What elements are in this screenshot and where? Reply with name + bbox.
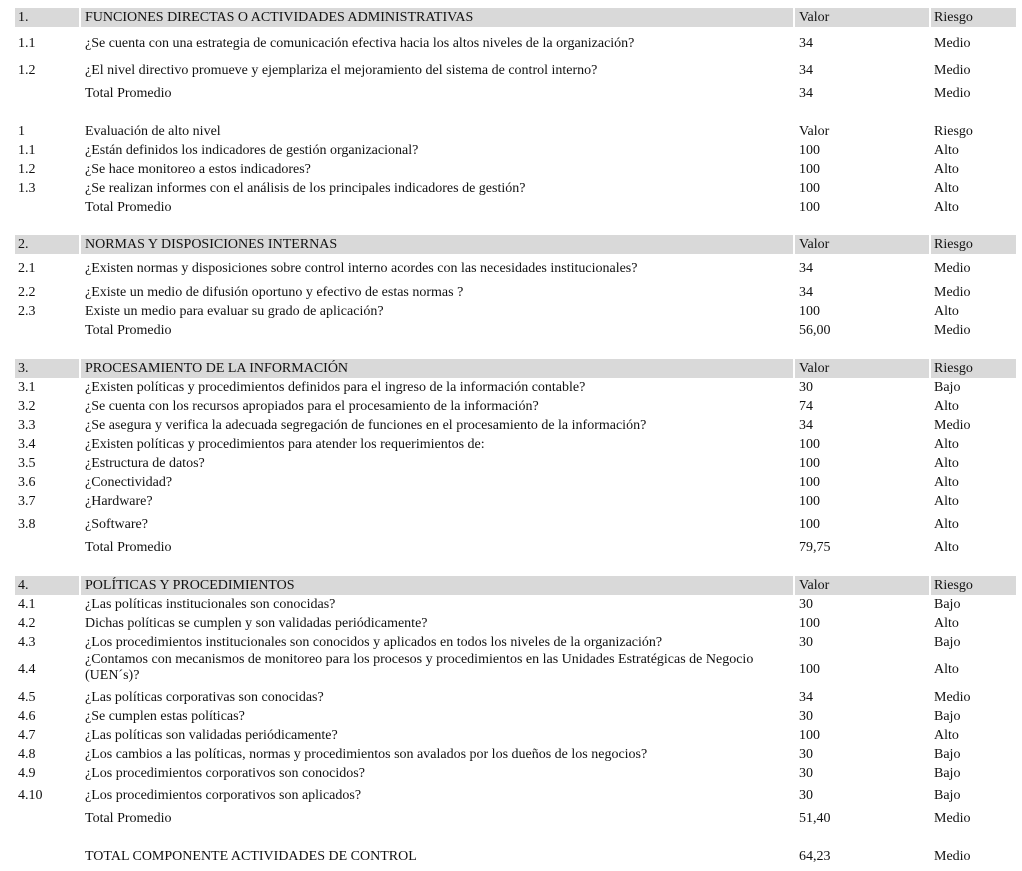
row-riesgo: Alto xyxy=(934,162,959,177)
row-valor: 100 xyxy=(799,475,820,490)
row-text: ¿Están definidos los indicadores de gestión organizacional? xyxy=(85,143,419,158)
header-valor: Valor xyxy=(799,361,830,376)
table-row xyxy=(0,61,1022,80)
grand-total-valor: 64,23 xyxy=(799,849,831,864)
row-text: ¿Contamos con mecanismos de monitoreo para los procesos y procedimientos en las Unidades Estratégicas de Negocio (UEN´s)? xyxy=(85,652,754,683)
row-riesgo: Alto xyxy=(934,304,959,319)
row-riesgo: Alto xyxy=(934,616,959,631)
row-valor: 74 xyxy=(799,399,813,414)
row-valor: 34 xyxy=(799,285,813,300)
row-riesgo: Alto xyxy=(934,456,959,471)
row-riesgo: Bajo xyxy=(934,788,961,803)
row-num: 1.1 xyxy=(18,36,36,51)
header-title: NORMAS Y DISPOSICIONES INTERNAS xyxy=(85,237,338,252)
row-num: 2.1 xyxy=(18,261,36,276)
table-row xyxy=(0,141,1022,160)
row-num: 3.5 xyxy=(18,456,36,471)
table-row xyxy=(0,595,1022,614)
row-text: ¿El nivel directivo promueve y ejemplariza el mejoramiento del sistema de control interno? xyxy=(85,63,598,78)
table-row xyxy=(0,454,1022,473)
row-text: ¿Los procedimientos institucionales son conocidos y aplicados en todos los niveles de la organización? xyxy=(85,635,663,650)
table-row xyxy=(0,34,1022,53)
row-valor: 100 xyxy=(799,456,820,471)
row-text: ¿Existen normas y disposiciones sobre control interno acordes con las necesidades institucionales? xyxy=(85,261,638,276)
total-row xyxy=(0,809,1022,828)
row-valor: 100 xyxy=(799,162,820,177)
row-text: ¿Las políticas institucionales son conocidas? xyxy=(85,597,336,612)
row-valor: 100 xyxy=(799,143,820,158)
row-riesgo: Bajo xyxy=(934,747,961,762)
row-text: ¿Se realizan informes con el análisis de los principales indicadores de gestión? xyxy=(85,181,526,196)
header-title: Evaluación de alto nivel xyxy=(85,124,221,139)
header-riesgo: Riesgo xyxy=(934,578,973,593)
row-valor: 100 xyxy=(799,181,820,196)
header-riesgo: Riesgo xyxy=(934,124,973,139)
section-header xyxy=(0,359,1022,378)
row-text: ¿Existen políticas y procedimientos definidos para el ingreso de la información contable? xyxy=(85,380,586,395)
row-num: 3.7 xyxy=(18,494,36,509)
header-title: FUNCIONES DIRECTAS O ACTIVIDADES ADMINISTRATIVAS xyxy=(85,10,474,25)
table-row xyxy=(0,786,1022,805)
row-riesgo: Bajo xyxy=(934,597,961,612)
row-text: ¿Existe un medio de difusión oportuno y efectivo de estas normas ? xyxy=(85,285,464,300)
row-riesgo: Medio xyxy=(934,36,971,51)
row-text: ¿Se asegura y verifica la adecuada segregación de funciones en el procesamiento de la información? xyxy=(85,418,647,433)
table-row xyxy=(0,726,1022,745)
grand-total-riesgo: Medio xyxy=(934,849,971,864)
total-row xyxy=(0,198,1022,217)
header-valor: Valor xyxy=(799,10,830,25)
header-title: POLÍTICAS Y PROCEDIMIENTOS xyxy=(85,578,295,593)
row-valor: 100 xyxy=(799,437,820,452)
section-header xyxy=(0,122,1022,141)
row-text: ¿Las políticas corporativas son conocidas? xyxy=(85,690,324,705)
header-num: 2. xyxy=(18,237,29,252)
row-valor: 30 xyxy=(799,747,813,762)
row-num: 4.4 xyxy=(18,662,36,677)
table-row xyxy=(0,435,1022,454)
row-riesgo: Medio xyxy=(934,811,971,826)
row-valor: 56,00 xyxy=(799,323,831,338)
row-num: 4.7 xyxy=(18,728,36,743)
table-row xyxy=(0,764,1022,783)
total-row xyxy=(0,321,1022,340)
table-row xyxy=(0,302,1022,321)
row-text: Total Promedio xyxy=(85,323,172,338)
row-num: 3.8 xyxy=(18,517,36,532)
row-riesgo: Alto xyxy=(934,437,959,452)
row-text: ¿Se cumplen estas políticas? xyxy=(85,709,245,724)
header-valor: Valor xyxy=(799,578,830,593)
row-riesgo: Bajo xyxy=(934,709,961,724)
grand-total-row xyxy=(0,847,1022,866)
row-riesgo: Medio xyxy=(934,261,971,276)
row-text: Total Promedio xyxy=(85,540,172,555)
row-riesgo: Medio xyxy=(934,86,971,101)
row-riesgo: Medio xyxy=(934,690,971,705)
row-valor: 34 xyxy=(799,261,813,276)
header-num: 3. xyxy=(18,361,29,376)
header-num: 1. xyxy=(18,10,29,25)
row-num: 3.2 xyxy=(18,399,36,414)
row-riesgo: Medio xyxy=(934,418,971,433)
row-num: 4.1 xyxy=(18,597,36,612)
row-num: 2.3 xyxy=(18,304,36,319)
row-riesgo: Alto xyxy=(934,181,959,196)
row-num: 2.2 xyxy=(18,285,36,300)
table-row xyxy=(0,688,1022,707)
row-riesgo: Alto xyxy=(934,200,959,215)
row-valor: 30 xyxy=(799,597,813,612)
row-valor: 34 xyxy=(799,690,813,705)
section-header xyxy=(0,576,1022,595)
header-riesgo: Riesgo xyxy=(934,361,973,376)
header-riesgo: Riesgo xyxy=(934,10,973,25)
row-num: 1.2 xyxy=(18,63,36,78)
row-num: 3.6 xyxy=(18,475,36,490)
row-valor: 34 xyxy=(799,86,813,101)
row-num: 1.3 xyxy=(18,181,36,196)
row-num: 4.6 xyxy=(18,709,36,724)
table-row xyxy=(0,397,1022,416)
row-valor: 100 xyxy=(799,662,820,677)
row-riesgo: Medio xyxy=(934,323,971,338)
row-num: 4.8 xyxy=(18,747,36,762)
table-row xyxy=(0,179,1022,198)
row-text: Existe un medio para evaluar su grado de aplicación? xyxy=(85,304,384,319)
row-valor: 34 xyxy=(799,36,813,51)
row-valor: 30 xyxy=(799,709,813,724)
grand-total-text: TOTAL COMPONENTE ACTIVIDADES DE CONTROL xyxy=(85,849,417,864)
header-title: PROCESAMIENTO DE LA INFORMACIÓN xyxy=(85,361,349,376)
row-text: ¿Se hace monitoreo a estos indicadores? xyxy=(85,162,311,177)
row-text: ¿Estructura de datos? xyxy=(85,456,205,471)
row-num: 3.4 xyxy=(18,437,36,452)
row-valor: 100 xyxy=(799,616,820,631)
row-riesgo: Bajo xyxy=(934,635,961,650)
row-valor: 79,75 xyxy=(799,540,831,555)
table-row xyxy=(0,614,1022,633)
row-text: ¿Los procedimientos corporativos son aplicados? xyxy=(85,788,362,803)
table-row xyxy=(0,378,1022,397)
table-row xyxy=(0,492,1022,511)
row-valor: 100 xyxy=(799,200,820,215)
row-text: ¿Se cuenta con los recursos apropiados para el procesamiento de la información? xyxy=(85,399,539,414)
row-num: 1.1 xyxy=(18,143,36,158)
table-row xyxy=(0,652,1022,686)
total-row xyxy=(0,84,1022,103)
row-valor: 51,40 xyxy=(799,811,831,826)
row-valor: 34 xyxy=(799,418,813,433)
table-row xyxy=(0,515,1022,534)
row-text: ¿Las políticas son validadas periódicamente? xyxy=(85,728,338,743)
row-riesgo: Medio xyxy=(934,285,971,300)
row-num: 4.3 xyxy=(18,635,36,650)
row-text: ¿Se cuenta con una estrategia de comunicación efectiva hacia los altos niveles de la organización? xyxy=(85,36,635,51)
table-row xyxy=(0,283,1022,302)
header-valor: Valor xyxy=(799,124,830,139)
row-text: ¿Los cambios a las políticas, normas y procedimientos son avalados por los dueños de los negocios? xyxy=(85,747,648,762)
row-num: 4.5 xyxy=(18,690,36,705)
table-row xyxy=(0,416,1022,435)
row-valor: 30 xyxy=(799,380,813,395)
header-valor: Valor xyxy=(799,237,830,252)
row-text: ¿Conectividad? xyxy=(85,475,173,490)
section-header xyxy=(0,235,1022,254)
row-valor: 100 xyxy=(799,517,820,532)
row-valor: 30 xyxy=(799,788,813,803)
row-riesgo: Bajo xyxy=(934,380,961,395)
row-riesgo: Alto xyxy=(934,728,959,743)
total-row xyxy=(0,538,1022,557)
row-text: Total Promedio xyxy=(85,811,172,826)
row-text: Dichas políticas se cumplen y son validadas periódicamente? xyxy=(85,616,428,631)
row-num: 1.2 xyxy=(18,162,36,177)
row-valor: 100 xyxy=(799,304,820,319)
row-text: ¿Software? xyxy=(85,517,148,532)
table-row xyxy=(0,633,1022,652)
table-row xyxy=(0,160,1022,179)
row-riesgo: Alto xyxy=(934,475,959,490)
row-text: ¿Existen políticas y procedimientos para atender los requerimientos de: xyxy=(85,437,485,452)
header-riesgo: Riesgo xyxy=(934,237,973,252)
row-riesgo: Medio xyxy=(934,63,971,78)
row-num: 3.1 xyxy=(18,380,36,395)
row-riesgo: Alto xyxy=(934,494,959,509)
row-valor: 30 xyxy=(799,635,813,650)
row-valor: 34 xyxy=(799,63,813,78)
row-riesgo: Alto xyxy=(934,662,959,677)
section-header xyxy=(0,8,1022,27)
row-riesgo: Bajo xyxy=(934,766,961,781)
header-num: 1 xyxy=(18,124,25,139)
row-num: 4.10 xyxy=(18,788,43,803)
row-riesgo: Alto xyxy=(934,143,959,158)
row-valor: 30 xyxy=(799,766,813,781)
table-row xyxy=(0,473,1022,492)
row-text: Total Promedio xyxy=(85,200,172,215)
row-num: 4.9 xyxy=(18,766,36,781)
row-text: ¿Hardware? xyxy=(85,494,153,509)
table-row xyxy=(0,259,1022,278)
row-valor: 100 xyxy=(799,728,820,743)
row-text: Total Promedio xyxy=(85,86,172,101)
header-num: 4. xyxy=(18,578,29,593)
row-num: 4.2 xyxy=(18,616,36,631)
row-riesgo: Alto xyxy=(934,399,959,414)
row-valor: 100 xyxy=(799,494,820,509)
row-riesgo: Alto xyxy=(934,517,959,532)
row-num: 3.3 xyxy=(18,418,36,433)
row-text: ¿Los procedimientos corporativos son conocidos? xyxy=(85,766,365,781)
table-row xyxy=(0,745,1022,764)
row-riesgo: Alto xyxy=(934,540,959,555)
table-row xyxy=(0,707,1022,726)
